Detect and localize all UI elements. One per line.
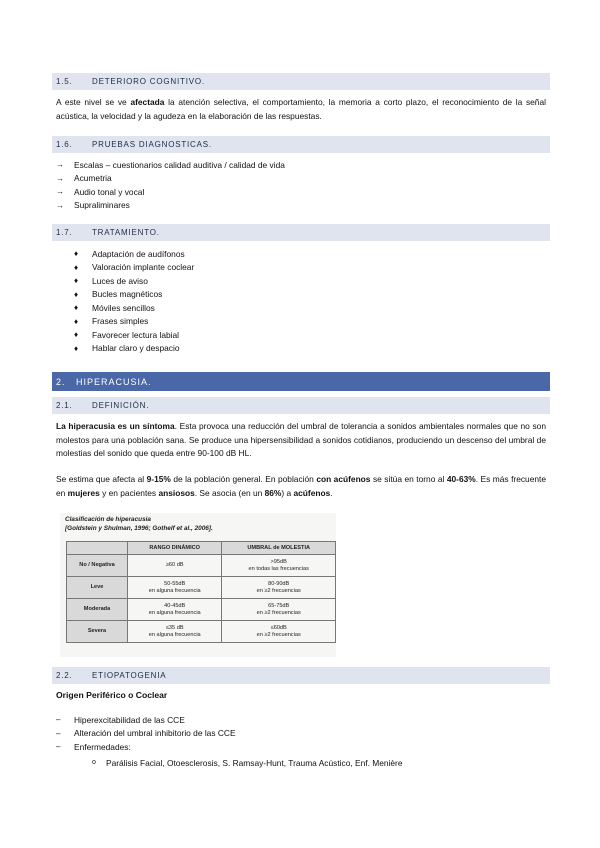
list-item — [56, 727, 236, 741]
list-item-text: Luces de aviso — [92, 275, 148, 286]
classification-table — [66, 541, 336, 643]
list-item-text: Alteración del umbral inhibitorio de las CCE — [74, 728, 236, 739]
cell-note: en ≥2 frecuencias — [256, 587, 301, 594]
table-cell — [128, 555, 222, 577]
table-cell — [222, 599, 336, 621]
list-item-text: Supraliminares — [74, 200, 130, 211]
text-run: se sitúa en torno al — [370, 474, 447, 484]
figure-caption — [65, 515, 213, 533]
list-item-text: Audio tonal y vocal — [74, 186, 145, 197]
circle-bullet-icon: o — [92, 759, 96, 767]
arrow-bullet-icon: → — [56, 200, 64, 210]
diamond-bullet-icon: ♦ — [74, 316, 79, 326]
list-item — [56, 172, 285, 186]
cell-value: 80-90dB — [268, 580, 290, 587]
table-row — [67, 555, 336, 577]
list-item — [92, 756, 403, 770]
section-number: 2. — [56, 376, 66, 387]
list-item — [74, 288, 194, 302]
bold-run: La hiperacusia es un síntoma — [56, 421, 175, 431]
text-run: ) a — [281, 487, 294, 498]
bold-run: ansiosos — [158, 487, 195, 498]
diamond-bullet-icon: ♦ — [74, 249, 79, 259]
section-number: 2.2. — [56, 671, 73, 680]
origen-title: Origen Periférico o Coclear — [56, 690, 168, 700]
diamond-bullet-icon: ♦ — [74, 262, 79, 272]
row-label: Moderada — [67, 599, 128, 621]
list-item — [56, 199, 285, 213]
dash-bullet-icon: – — [56, 742, 61, 752]
section-header-1-6 — [52, 136, 550, 153]
list-item-text: Hablar claro y despacio — [92, 343, 180, 354]
paragraph-prevalencia — [56, 473, 546, 500]
list-item-text: Adaptación de audífonos — [92, 248, 185, 259]
bold-run: 86% — [264, 487, 282, 498]
list-item — [56, 185, 285, 199]
table-cell — [128, 621, 222, 643]
dash-bullet-icon: – — [56, 715, 61, 725]
list-item — [74, 328, 194, 342]
table-cell — [128, 599, 222, 621]
diamond-bullet-icon: ♦ — [74, 343, 79, 353]
section-header-2-2 — [52, 667, 550, 684]
tratamiento-list — [74, 247, 194, 355]
paragraph-definicion — [56, 420, 546, 461]
cell-note: en ≥2 frecuencias — [256, 609, 301, 616]
diamond-bullet-icon: ♦ — [74, 303, 79, 313]
pruebas-list — [56, 158, 285, 212]
list-item — [74, 247, 194, 261]
table-header-row — [67, 542, 336, 555]
bold-run: 9-15% — [146, 474, 171, 484]
bold-run: afectada — [130, 97, 165, 107]
row-label: Leve — [67, 577, 128, 599]
section-header-1-7 — [52, 224, 550, 241]
text-run: y en pacientes — [99, 487, 159, 498]
row-label: No / Negativa — [67, 555, 128, 577]
list-item — [74, 315, 194, 329]
list-item — [56, 740, 236, 754]
cell-note: en alguna frecuencia — [148, 631, 201, 638]
cell-value: ≤35 dB — [165, 624, 184, 631]
list-item-text: Escalas – cuestionarios calidad auditiva / calidad de vida — [74, 159, 285, 170]
section-number: 1.7. — [56, 228, 73, 237]
table-cell — [128, 577, 222, 599]
cell-value: 50-55dB — [164, 580, 186, 587]
section-title: DETERIORO COGNITIVO. — [92, 77, 205, 86]
table-row — [67, 621, 336, 643]
arrow-bullet-icon: → — [56, 173, 64, 183]
enfermedades-sublist — [92, 756, 403, 770]
text-run: la atención selectiva, el comportamiento, la memoria a corto plazo, el reconocimiento de la señal acústica, la velocidad y la agudeza en la elaboración de las respuestas. — [56, 97, 546, 121]
section-title: DEFINICIÓN. — [92, 401, 150, 410]
list-item — [56, 158, 285, 172]
cell-note: en ≥2 frecuencias — [256, 631, 301, 638]
list-item-text: Frases simples — [92, 316, 149, 327]
list-item — [74, 301, 194, 315]
cell-note: en alguna frecuencia — [148, 609, 201, 616]
bold-run: acúfenos — [293, 487, 331, 498]
section-number: 1.6. — [56, 140, 73, 149]
table-header-cell — [67, 542, 128, 555]
list-item-text: Valoración implante coclear — [92, 262, 195, 273]
cell-value: ≤60dB — [270, 624, 287, 631]
cell-value: 40-45dB — [164, 602, 186, 609]
table-cell — [222, 621, 336, 643]
table-row — [67, 599, 336, 621]
cell-note: en alguna frecuencia — [148, 587, 201, 594]
cell-value: 65-75dB — [268, 602, 290, 609]
list-item-text: Bucles magnéticos — [92, 289, 163, 300]
section-header-2-1 — [52, 397, 550, 414]
bold-run: 40-63% — [446, 474, 476, 484]
table-row — [67, 577, 336, 599]
section-title: TRATAMIENTO. — [92, 228, 160, 237]
table-header-cell: UMBRAL de MOLESTIA — [222, 542, 336, 555]
section-number: 1.5. — [56, 77, 73, 86]
list-item-text: Hiperexcitabilidad de las CCE — [74, 714, 185, 725]
list-item-text: Móviles sencillos — [92, 302, 155, 313]
hiperacusia-classification-figure — [60, 513, 336, 657]
row-label: Severa — [67, 621, 128, 643]
section-header-2 — [52, 372, 550, 391]
text-run: . Es más frecuente en — [56, 474, 547, 498]
list-item-text: Parálisis Facial, Otoesclerosis, S. Ramsay-Hunt, Trauma Acústico, Enf. Menière — [106, 757, 403, 768]
section-title: HIPERACUSIA. — [76, 376, 152, 387]
text-run: Se estima que afecta al — [56, 474, 147, 484]
paragraph-deterioro — [56, 96, 546, 123]
figure-caption-source: [Goldstein y Shulman, 1996; Gothelf et al., 2006]. — [65, 525, 213, 532]
arrow-bullet-icon: → — [56, 187, 64, 197]
list-item-text: Acumetria — [74, 173, 112, 184]
dash-bullet-icon: – — [56, 728, 61, 738]
arrow-bullet-icon: → — [56, 160, 64, 170]
section-header-1-5 — [52, 73, 550, 90]
cell-note: en todas las frecuencias — [248, 565, 309, 572]
figure-caption-title: Clasificación de hiperacusia — [65, 516, 151, 523]
table-header-cell: RANGO DINÁMICO — [128, 542, 222, 555]
list-item-text: Enfermedades: — [74, 741, 131, 752]
diamond-bullet-icon: ♦ — [74, 276, 79, 286]
list-item — [56, 713, 236, 727]
text-run: de la población general. En población — [170, 474, 317, 484]
table-cell — [222, 577, 336, 599]
list-item — [74, 342, 194, 356]
text-run: A este nivel se ve — [56, 97, 131, 107]
section-title: PRUEBAS DIAGNOSTICAS. — [92, 140, 212, 149]
cell-value: >95dB — [270, 558, 287, 565]
bold-run: mujeres — [67, 487, 100, 498]
cell-value: ≥60 dB — [165, 562, 184, 568]
list-item — [74, 261, 194, 275]
text-run: . Se asocia (en un — [194, 487, 265, 498]
origen-list — [56, 713, 236, 754]
section-title: ETIOPATOGENIA — [92, 671, 167, 680]
section-number: 2.1. — [56, 401, 73, 410]
table-cell — [222, 555, 336, 577]
list-item-text: Favorecer lectura labial — [92, 329, 180, 340]
list-item — [74, 274, 194, 288]
text-run: . — [330, 487, 333, 498]
bold-run: con acúfenos — [316, 474, 371, 484]
diamond-bullet-icon: ♦ — [74, 289, 79, 299]
diamond-bullet-icon: ♦ — [74, 330, 79, 340]
text-run: . Esta provoca una reducción del umbral de tolerancia a sonidos ambientales normales que no son molestos para una población sana. Se produce una hipersensibilidad a sonidos cotidianos, produciendo un descenso del umbral de molestias del sonido que queda entre 90-100 dB HL. — [56, 421, 546, 458]
